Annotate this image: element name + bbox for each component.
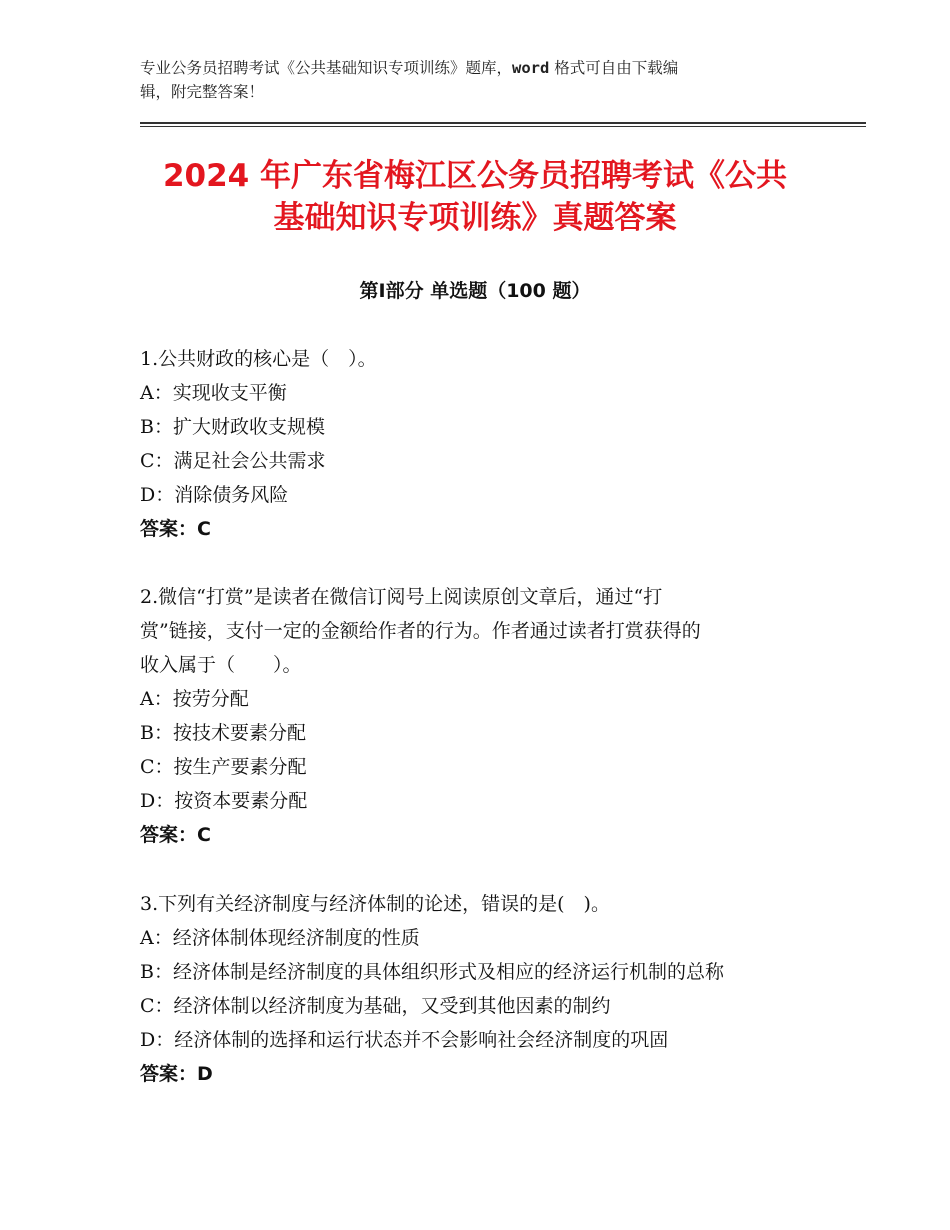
option-c: C：满足社会公共需求 — [140, 450, 326, 472]
question-stem: 赏”链接，支付一定的金额给作者的行为。作者通过读者打赏获得的 — [140, 620, 701, 642]
question-stem: 3.下列有关经济制度与经济体制的论述，错误的是( )。 — [140, 893, 610, 915]
header-note — [140, 56, 790, 104]
header-note-word: word — [512, 59, 550, 77]
option-c: C：经济体制以经济制度为基础，又受到其他因素的制约 — [140, 995, 611, 1017]
option-a: A：实现收支平衡 — [140, 382, 287, 404]
option-b: B：经济体制是经济制度的具体组织形式及相应的经济运行机制的总称 — [140, 961, 724, 983]
question-stem: 2.微信“打赏”是读者在微信订阅号上阅读原创文章后，通过“打 — [140, 586, 663, 608]
answer: 答案：D — [140, 1063, 213, 1085]
question-3 — [140, 887, 820, 1091]
option-d: D：经济体制的选择和运行状态并不会影响社会经济制度的巩固 — [140, 1029, 669, 1051]
header-note-text-cont: 格式可自由下载编 — [549, 59, 679, 77]
option-a: A：按劳分配 — [140, 688, 249, 710]
header-note-text: 专业公务员招聘考试《公共基础知识专项训练》题库， — [140, 59, 513, 77]
document-title — [100, 155, 850, 239]
title-line-2: 基础知识专项训练》真题答案 — [273, 200, 677, 236]
answer: 答案：C — [140, 824, 211, 846]
answer: 答案：C — [140, 518, 211, 540]
option-c: C：按生产要素分配 — [140, 756, 307, 778]
title-line-1: 2024 年广东省梅江区公务员招聘考试《公共 — [162, 158, 788, 194]
header-divider — [140, 122, 866, 124]
option-d: D：按资本要素分配 — [140, 790, 308, 812]
section-title: 第Ⅰ部分 单选题（100 题） — [359, 280, 591, 302]
option-b: B：按技术要素分配 — [140, 722, 306, 744]
question-stem: 1.公共财政的核心是（ ）。 — [140, 348, 377, 370]
option-a: A：经济体制体现经济制度的性质 — [140, 927, 420, 949]
question-stem: 收入属于（ ）。 — [140, 654, 302, 676]
question-2 — [140, 580, 820, 852]
header-divider-thin — [140, 126, 866, 127]
question-1 — [140, 342, 820, 546]
header-note-line2: 辑，附完整答案！ — [140, 83, 265, 101]
option-d: D：消除债务风险 — [140, 484, 289, 506]
option-b: B：扩大财政收支规模 — [140, 416, 325, 438]
